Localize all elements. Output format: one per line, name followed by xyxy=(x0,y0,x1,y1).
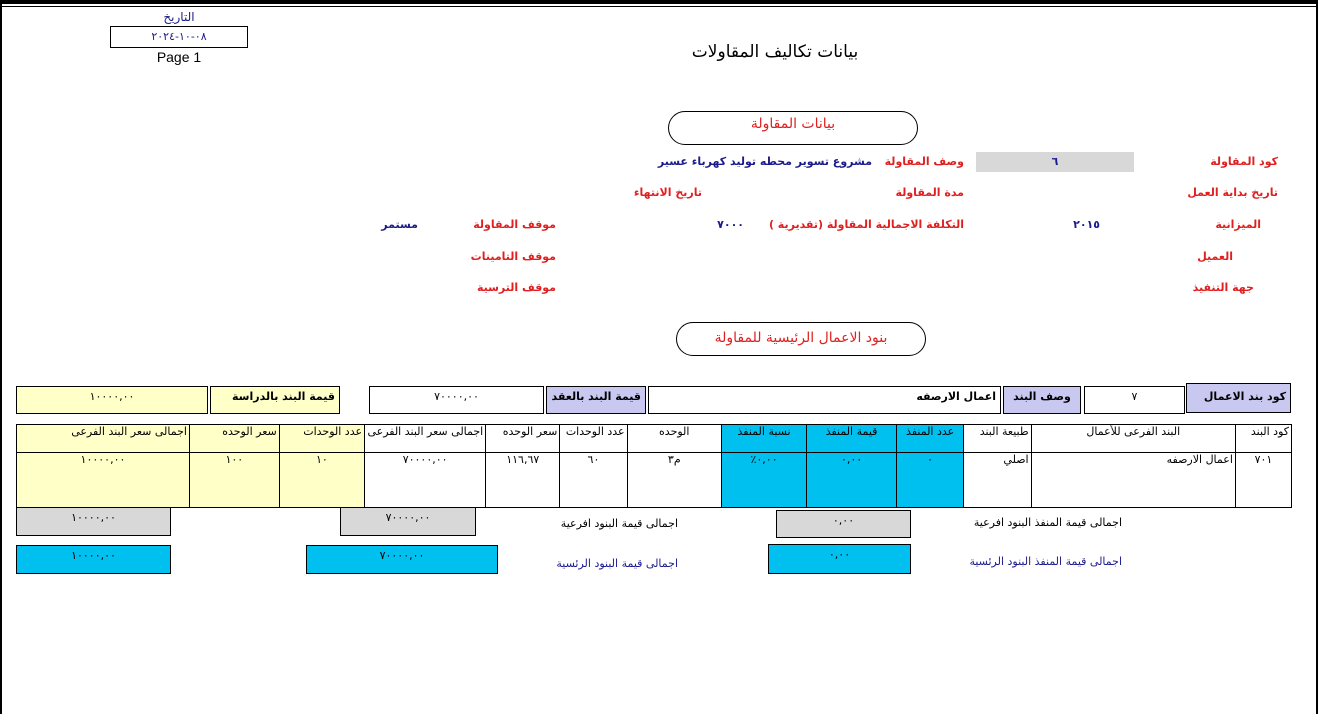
section-contract-title xyxy=(668,111,918,145)
end-date-label: تاريخ الانتهاء xyxy=(633,186,702,199)
cell-unit-price: ١١٦,٦٧ xyxy=(486,453,560,508)
total-cost-label: التكلفة الاجمالية المقاولة (تقديرية ) xyxy=(768,218,964,231)
left-border xyxy=(0,0,2,714)
date-value: ٠٨-١٠-٢٠٢٤ xyxy=(151,30,207,43)
contract-code-label: كود المقاولة xyxy=(1210,155,1278,168)
cell-study-total-price: ١٠٠٠٠,٠٠ xyxy=(17,453,190,508)
budget-label: الميزانية xyxy=(1215,218,1261,231)
duration-label: مدة المقاولة xyxy=(895,186,964,199)
th-sub-item: البند الفرعى للأعمال xyxy=(1031,425,1235,453)
contract-status-value: مستمر xyxy=(381,218,418,231)
date-label: التاريخ xyxy=(163,10,195,24)
section-items-title xyxy=(676,322,926,356)
main-contract-total-value: ٧٠٠٠٠,٠٠ xyxy=(306,545,498,574)
budget-value: ٢٠١٥ xyxy=(1073,218,1100,231)
th-study-unit-count: عدد الوحدات xyxy=(279,425,364,453)
section-contract-title-text: بيانات المقاولة xyxy=(750,116,836,132)
section-items-title-text: بنود الاعمال الرئيسية للمقاولة xyxy=(714,330,888,346)
work-item-desc-label: وصف البند xyxy=(1003,386,1081,414)
th-study-total-price: اجمالى سعر البند الفرعى xyxy=(17,425,190,453)
table-row xyxy=(17,453,1292,508)
th-unit: الوحده xyxy=(627,425,721,453)
th-exec-count: عدد المنفذ xyxy=(896,425,963,453)
contract-code-value: ٦ xyxy=(976,152,1134,172)
top-border xyxy=(0,0,1318,4)
sub-study-total-value: ١٠٠٠٠,٠٠ xyxy=(16,507,171,536)
total-cost-value: ٧٠٠٠ xyxy=(717,218,744,231)
study-value-label: قيمة البند بالدراسة xyxy=(210,386,340,414)
th-study-unit-price: سعر الوحده xyxy=(189,425,279,453)
cell-exec-count: ٠ xyxy=(896,453,963,508)
cell-total-price: ٧٠٠٠٠,٠٠ xyxy=(365,453,486,508)
main-exec-total-value: ٠,٠٠ xyxy=(768,544,911,574)
start-date-label: تاريخ بداية العمل xyxy=(1187,186,1278,199)
sub-contract-total-value: ٧٠٠٠٠,٠٠ xyxy=(340,507,476,536)
th-unit-price: سعر الوحده xyxy=(486,425,560,453)
contract-status-label: موقف المقاولة xyxy=(473,218,556,231)
cell-study-unit-price: ١٠٠ xyxy=(189,453,279,508)
cell-sub-item: اعمال الارصفه xyxy=(1031,453,1235,508)
th-exec-percent: نسبة المنفذ xyxy=(721,425,806,453)
page-number: Page 1 xyxy=(156,49,202,65)
cell-unit-count: ٦٠ xyxy=(560,453,627,508)
main-exec-total-label: اجمالى قيمة المنفذ البنود الرئسية xyxy=(969,555,1122,568)
contract-desc-value: مشروع تسوير محطه توليد كهرباء عسير xyxy=(657,155,872,168)
sub-exec-total-label: اجمالى قيمة المنفذ البنود افرعية xyxy=(973,516,1122,529)
work-item-code-value: ٧ xyxy=(1084,386,1185,414)
cell-study-unit-count: ١٠ xyxy=(279,453,364,508)
th-item-nature: طبيعة البند xyxy=(964,425,1031,453)
top-border-thin xyxy=(0,6,1318,7)
cell-exec-percent: ٠,٠٠٪ xyxy=(721,453,806,508)
cell-item-nature: اصلي xyxy=(964,453,1031,508)
main-study-total-value: ١٠٠٠٠,٠٠ xyxy=(16,545,171,574)
contract-value: ٧٠٠٠٠,٠٠ xyxy=(369,386,544,414)
th-unit-count: عدد الوحدات xyxy=(560,425,627,453)
th-item-code: كود البند xyxy=(1235,425,1291,453)
client-label: العميل xyxy=(1197,250,1233,263)
sub-exec-total-value: ٠,٠٠ xyxy=(776,510,911,538)
study-value: ١٠٠٠٠,٠٠ xyxy=(16,386,208,414)
contract-value-label: قيمة البند بالعقد xyxy=(546,386,646,414)
contract-desc-label: وصف المقاولة xyxy=(884,155,964,168)
insurance-status-label: موقف التامينات xyxy=(470,250,556,263)
sub-items-total-label: اجمالى قيمة البنود افرعية xyxy=(560,517,678,530)
cell-item-code: ٧٠١ xyxy=(1235,453,1291,508)
work-item-desc-value: اعمال الارصفه xyxy=(648,386,1001,414)
th-exec-value: قيمة المنفذ xyxy=(807,425,897,453)
executor-label: جهة التنفيذ xyxy=(1192,281,1254,294)
report-title: بيانات تكاليف المقاولات xyxy=(691,42,859,62)
cell-exec-value: ٠,٠٠ xyxy=(807,453,897,508)
table-header-row xyxy=(17,425,1292,453)
award-status-label: موقف الترسية xyxy=(476,281,556,294)
main-items-total-label: اجمالى قيمة البنود الرئسية xyxy=(556,557,678,570)
sub-items-table xyxy=(16,424,1292,508)
date-box xyxy=(110,26,248,48)
th-total-price: اجمالى سعر البند الفرعى xyxy=(365,425,486,453)
work-item-code-label: كود بند الاعمال xyxy=(1186,383,1291,413)
cell-unit: م٣ xyxy=(627,453,721,508)
